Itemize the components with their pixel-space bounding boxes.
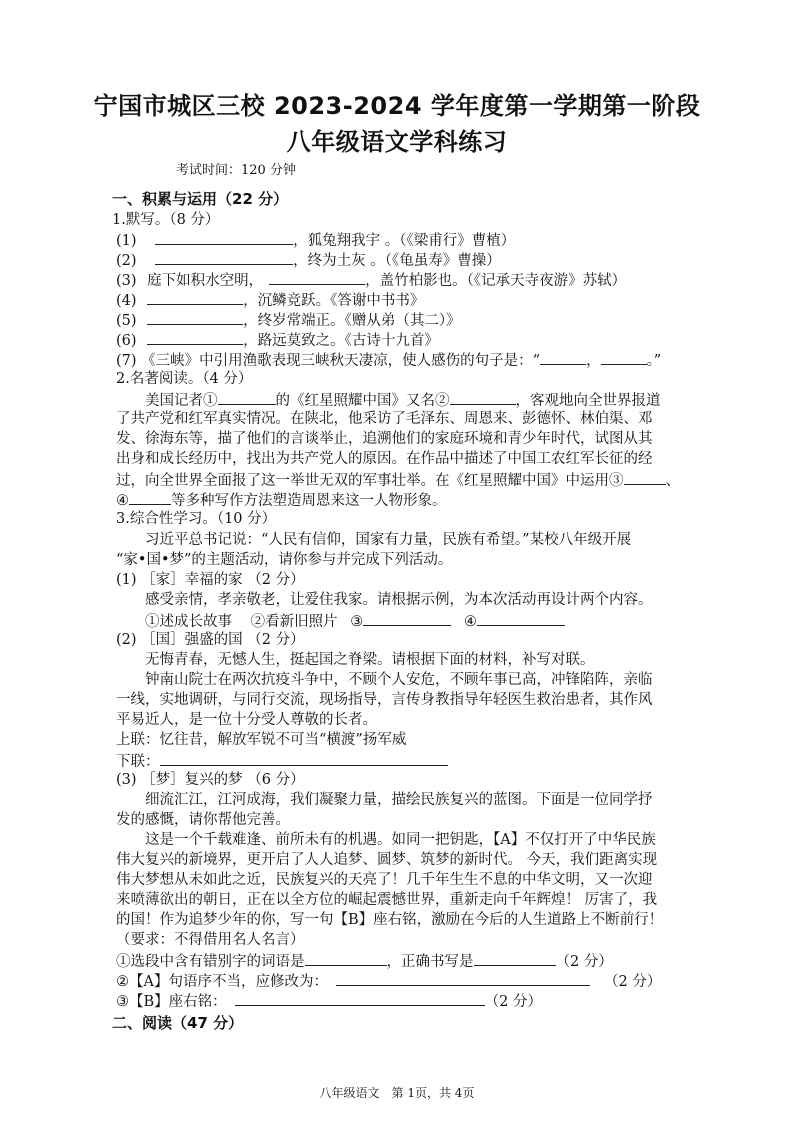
q3-part3-text2: 发的感慨，请你帮他完善。	[116, 812, 290, 828]
q3-part2-material3: 平易近人，是一位十分受人尊敬的长者。	[116, 712, 377, 728]
q3-part2-title: (2) ［国］强盛的国 （2 分）	[116, 632, 305, 648]
answer-blank[interactable]	[269, 269, 365, 285]
answer-blank[interactable]	[147, 329, 243, 345]
q3-part1-title: (1) ［家］幸福的家 （2 分）	[116, 572, 305, 588]
q2-title: 2.名著阅读。（4 分）	[116, 371, 253, 387]
q3-part3-material5: 的国！作为追梦少年的你，写一句【B】座右铭，激励在今后的人生道路上不断前行！	[116, 912, 664, 928]
q2-line6: ④ 等多种写作方法塑造周恩来这一人物形象。	[116, 489, 447, 511]
answer-blank[interactable]	[129, 489, 171, 505]
q3-part3-material2: 伟大复兴的新境界，更开启了人人追梦、圆梦、筑梦的新时代。 今天，我们距离实现	[116, 852, 658, 868]
answer-blank[interactable]	[450, 389, 516, 405]
answer-blank[interactable]	[147, 289, 243, 305]
q1-item-3: (3) 庭下如积水空明， ，盖竹柏影也。（《记承天寺夜游》苏轼）	[116, 269, 626, 291]
q3-part3-text1: 细流汇江，江河成海，我们凝聚力量，描绘民族复兴的蓝图。下面是一位同学抒	[145, 792, 653, 808]
q3-intro2: “家•国•梦”的主题活动，请你参与并完成下列活动。	[116, 552, 453, 568]
answer-blank[interactable]	[474, 950, 556, 966]
page-title-line1: 宁国市城区三校 2023-2024 学年度第一学期第一阶段	[93, 92, 701, 120]
q3-sub2: ②【A】句语序不当，应修改为： （2 分）	[116, 970, 661, 992]
answer-blank[interactable]	[624, 469, 666, 485]
answer-blank[interactable]	[160, 750, 448, 766]
answer-blank[interactable]	[155, 229, 293, 245]
answer-blank[interactable]	[363, 610, 451, 626]
q2-line4: 出身和成长经历中，找出为共产党人的原因。在作品中描述了中国工农红军长征的经	[116, 451, 653, 467]
answer-blank[interactable]	[155, 249, 293, 265]
answer-blank[interactable]	[540, 349, 586, 365]
q3-title: 3.综合性学习。（10 分）	[116, 511, 277, 527]
q3-intro1: 习近平总书记说：“人民有信仰，国家有力量，民族有希望。”某校八年级开展	[145, 532, 632, 548]
q1-item-5: (5) ，终岁常端正。《赠从弟（其二）》	[116, 309, 461, 331]
couplet-lower: 下联：	[116, 750, 448, 772]
answer-blank[interactable]	[477, 610, 565, 626]
section2-heading: 二、阅读（47 分）	[112, 1014, 244, 1032]
q3-part1-options: ①述成长故事 ②看新旧照片 ③ ④	[145, 610, 565, 632]
answer-blank[interactable]	[305, 950, 387, 966]
q3-part3-requirement: （要求：不得借用名人名言）	[116, 932, 305, 948]
answer-blank[interactable]	[147, 309, 243, 325]
answer-blank[interactable]	[235, 990, 485, 1006]
q3-part2-text: 无悔青春，无憾人生，挺起国之脊梁。请根据下面的材料，补写对联。	[145, 652, 595, 668]
couplet-upper: 上联：忆往昔，解放军锐不可当“横渡”扬军威	[116, 732, 407, 748]
q1-item-7: (7) 《三峡》中引用渔歌表现三峡秋天凄凉，使人感伤的句子是：“ ， 。”	[116, 349, 661, 371]
q3-part2-material2: 一线，实地调研，与同行交流，现场指导，言传身教指导年轻医生救治患者，其作风	[116, 692, 653, 708]
q3-part2-material1: 钟南山院士在两次抗疫斗争中，不顾个人安危，不顾年事已高，冲锋陷阵，亲临	[145, 672, 653, 688]
q2-line3: 发、徐海东等，描了他们的言谈举止，追溯他们的家庭环境和青少年时代，试图从其	[116, 431, 653, 447]
page-footer: 八年级语文 第 1页，共 4页	[319, 1086, 475, 1100]
q3-sub3: ③【B】座右铭： （2 分）	[116, 990, 542, 1012]
q3-part3-title: (3) ［梦］复兴的梦 （6 分）	[116, 772, 305, 788]
q1-item-4: (4) ，沉鳞竞跃。《答谢中书书》	[116, 289, 424, 311]
q1-item-1: (1) ，狐兔翔我宇 。（《梁甫行》曹植）	[116, 229, 515, 251]
q2-line1: 美国记者① 的《红星照耀中国》又名② ，客观地向全世界报道	[145, 389, 661, 411]
q1-title: 1.默写。（8 分）	[112, 212, 220, 228]
q3-part3-material3: 伟大梦想从未如此之近，民族复兴的天亮了！几千年生生不息的中华文明，又一次迎	[116, 872, 653, 888]
section1-heading: 一、积累与运用（22 分）	[112, 190, 289, 208]
answer-blank[interactable]	[336, 970, 590, 986]
answer-blank[interactable]	[218, 389, 276, 405]
q2-line2: 了共产党和红军真实情况。在陕北，他采访了毛泽东、周恩来、彭德怀、林伯渠、邓	[116, 411, 653, 427]
q3-part3-material4: 来喷薄欲出的朝日，正在以全方位的崛起震憾世界，重新走向千年辉煌！ 厉害了，我	[116, 892, 658, 908]
q3-sub1: ①选段中含有错别字的词语是 ，正确书写是 （2 分）	[116, 950, 613, 972]
q3-part3-material1: 这是一个千载难逢、前所未有的机遇。如同一把钥匙，【A】不仅打开了中华民族	[145, 832, 656, 848]
answer-blank[interactable]	[601, 349, 647, 365]
q1-item-2: (2) ，终为土灰 。（《龟虽寿》曹操）	[116, 249, 501, 271]
q1-item-6: (6) ，路远莫致之。《古诗十九首》	[116, 329, 439, 351]
q3-part1-text: 感受亲情，孝亲敬老，让爱住我家。请根据示例，为本次活动再设计两个内容。	[145, 592, 653, 608]
exam-time: 考试时间：120 分钟	[176, 163, 296, 178]
page-title-line2: 八年级语文学科练习	[286, 128, 508, 156]
q2-line5: 过，向全世界全面报了这一举世无双的军事壮举。在《红星照耀中国》中运用③ 、	[116, 469, 680, 491]
